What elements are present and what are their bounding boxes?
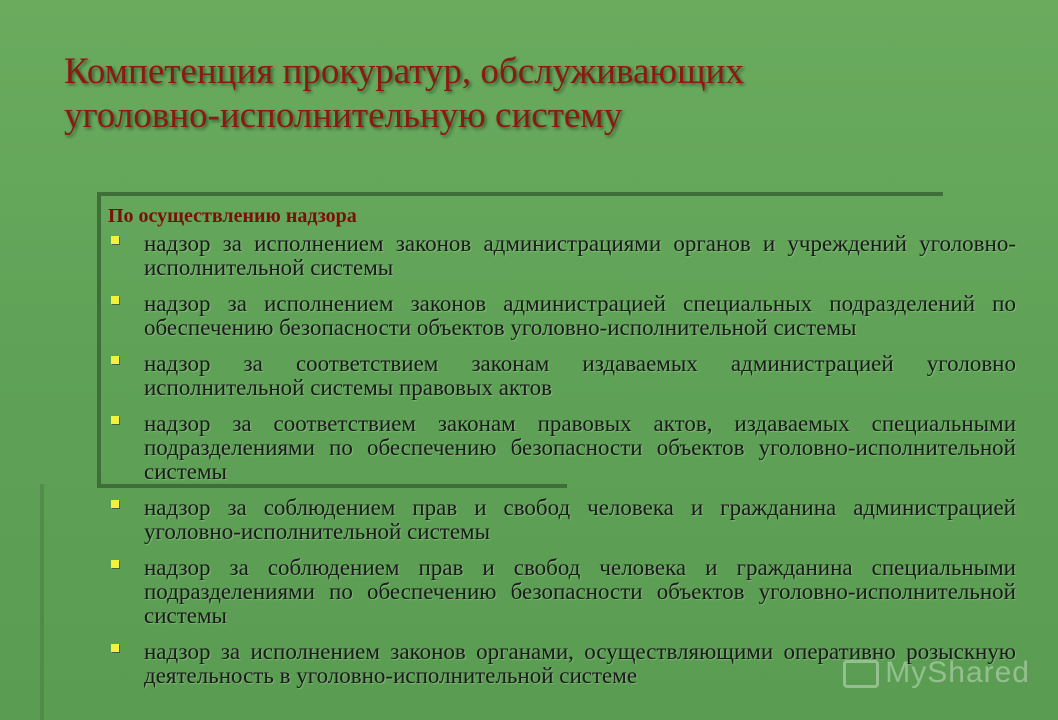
bullet-square-icon xyxy=(111,500,119,508)
section-heading: По осуществлению надзора xyxy=(108,205,357,227)
list-item-text: надзор за соблюдением прав и свобод человека и гражданина специальными подразделениями по обеспечению безопасности объектов уголовно-исполнительной системы xyxy=(144,555,1016,628)
list-item-text: надзор за соответствием законам издаваемых администрацией уголовно исполнительной системы правовых актов xyxy=(144,351,1016,400)
list-item xyxy=(108,232,1016,280)
slide-title xyxy=(64,50,984,138)
frame-border-left-lower xyxy=(40,484,44,720)
bullet-square-icon xyxy=(111,296,119,304)
watermark-text: MyShared xyxy=(885,656,1030,689)
list-item-text: надзор за исполнением законов органами, осуществляющими оперативно розыскную деятельность в уголовно-исполнительной системе xyxy=(144,639,1016,688)
list-item-text: надзор за соблюдением прав и свобод человека и гражданина администрацией уголовно-исполнительной системы xyxy=(144,495,1016,544)
bullet-square-icon xyxy=(111,236,119,244)
slide-title-line-1: Компетенция прокуратур, обслуживающих xyxy=(64,51,744,92)
bullet-square-icon xyxy=(111,416,119,424)
list-item-text: надзор за исполнением законов администрацией специальных подразделений по обеспечению безопасности объектов уголовно-исполнительной системы xyxy=(144,291,1016,340)
list-item xyxy=(108,556,1016,628)
list-item xyxy=(108,496,1016,544)
list-item-text: надзор за исполнением законов администрациями органов и учреждений уголовно-исполнительной системы xyxy=(144,231,1016,280)
presentation-icon xyxy=(843,660,879,688)
bullet-square-icon xyxy=(111,644,119,652)
list-item xyxy=(108,352,1016,400)
frame-border-left xyxy=(97,192,101,488)
supervision-list xyxy=(108,232,1016,688)
content-box xyxy=(108,204,1016,700)
list-item xyxy=(108,412,1016,484)
list-item-text: надзор за соответствием законам правовых актов, издаваемых специальными подразделениями по обеспечению безопасности объектов уголовно-исполнительной системы xyxy=(144,411,1016,484)
list-item xyxy=(108,292,1016,340)
bullet-square-icon xyxy=(111,356,119,364)
slide-title-line-2: уголовно-исполнительную систему xyxy=(64,95,623,136)
frame-border-top xyxy=(97,192,943,196)
watermark xyxy=(843,656,1030,690)
bullet-square-icon xyxy=(111,560,119,568)
